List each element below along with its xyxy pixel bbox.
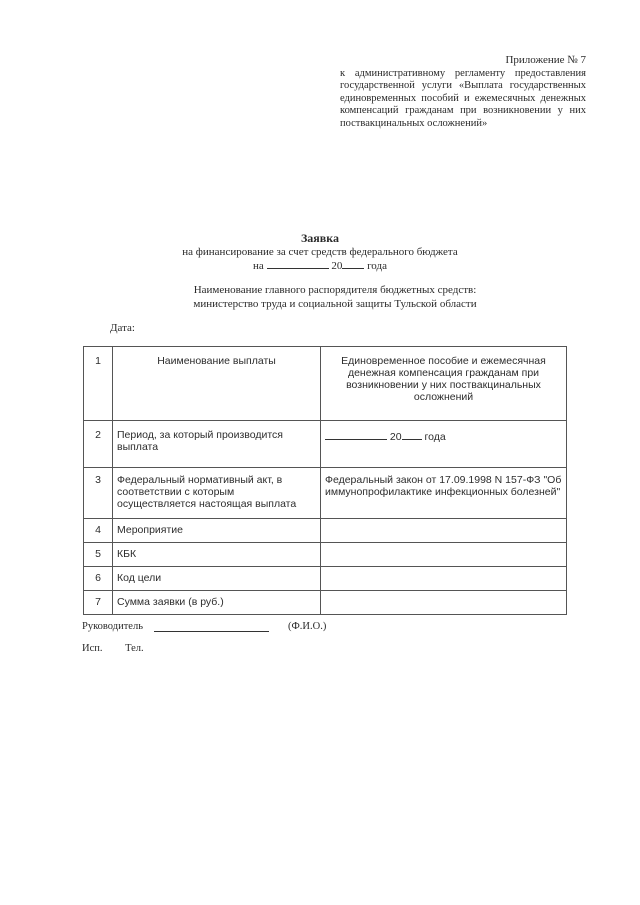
table-row bbox=[84, 347, 567, 421]
date-year-blank bbox=[342, 259, 364, 269]
row-label: Наименование выплаты bbox=[113, 347, 321, 421]
row-value: Федеральный закон от 17.09.1998 N 157-ФЗ "Об иммунопрофилактике инфекционных болезней" bbox=[321, 468, 567, 519]
date-century: 20 bbox=[331, 260, 343, 272]
executor-line bbox=[82, 643, 144, 654]
table-row bbox=[84, 421, 567, 468]
signature-blank bbox=[154, 631, 269, 632]
head-label: Руководитель bbox=[82, 621, 143, 632]
row-label: КБК bbox=[113, 543, 321, 567]
appendix-block bbox=[340, 54, 586, 130]
manager-label: Наименование главного распорядителя бюджетных средств: bbox=[193, 284, 477, 296]
executor-label: Исп. bbox=[82, 643, 103, 654]
document-subtitle: на финансирование за счет средств федерального бюджета bbox=[182, 246, 458, 258]
date-day-month-blank bbox=[267, 259, 329, 269]
row-number: 2 bbox=[84, 421, 113, 468]
table-row bbox=[84, 468, 567, 519]
request-date-line bbox=[0, 259, 640, 272]
row-value: Единовременное пособие и ежемесячная денежная компенсация гражданам при возникновении у них поствакцинальных осложнений bbox=[321, 347, 567, 421]
appendix-text: к административному регламенту предоставления государственной услуги «Выплата государственных единовременных пособий и ежемесячных денежных компенсаций гражданам при возникновении у них поствакцинальных осложнений» bbox=[340, 67, 586, 129]
table-row bbox=[84, 543, 567, 567]
row-value bbox=[321, 519, 567, 543]
fio-label: (Ф.И.О.) bbox=[288, 621, 327, 632]
table-row bbox=[84, 567, 567, 591]
date-prefix: на bbox=[253, 260, 264, 272]
table-row bbox=[84, 591, 567, 615]
row-value bbox=[321, 591, 567, 615]
row-value bbox=[321, 567, 567, 591]
signature-line bbox=[82, 621, 327, 632]
date-label: Дата: bbox=[110, 322, 135, 334]
period-blank bbox=[325, 429, 387, 440]
row-number: 1 bbox=[84, 347, 113, 421]
row-label: Федеральный нормативный акт, в соответствии с которым осуществляется настоящая выплата bbox=[113, 468, 321, 519]
request-table bbox=[83, 346, 567, 615]
row-label: Мероприятие bbox=[113, 519, 321, 543]
phone-label: Тел. bbox=[125, 643, 144, 654]
row-number: 4 bbox=[84, 519, 113, 543]
row-value bbox=[321, 543, 567, 567]
row-value-period bbox=[321, 421, 567, 468]
row-label: Период, за который производится выплата bbox=[113, 421, 321, 468]
row-number: 7 bbox=[84, 591, 113, 615]
table-row bbox=[84, 519, 567, 543]
manager-value: министерство труда и социальной защиты Тульской области bbox=[193, 298, 477, 310]
appendix-number: Приложение № 7 bbox=[505, 54, 586, 66]
date-suffix: года bbox=[367, 260, 387, 272]
row-number: 6 bbox=[84, 567, 113, 591]
period-century: 20 bbox=[389, 431, 402, 443]
row-number: 3 bbox=[84, 468, 113, 519]
document-title: Заявка bbox=[300, 231, 340, 245]
period-year-blank bbox=[402, 429, 422, 440]
row-label: Сумма заявки (в руб.) bbox=[113, 591, 321, 615]
row-label: Код цели bbox=[113, 567, 321, 591]
row-number: 5 bbox=[84, 543, 113, 567]
period-suffix: года bbox=[424, 431, 446, 443]
